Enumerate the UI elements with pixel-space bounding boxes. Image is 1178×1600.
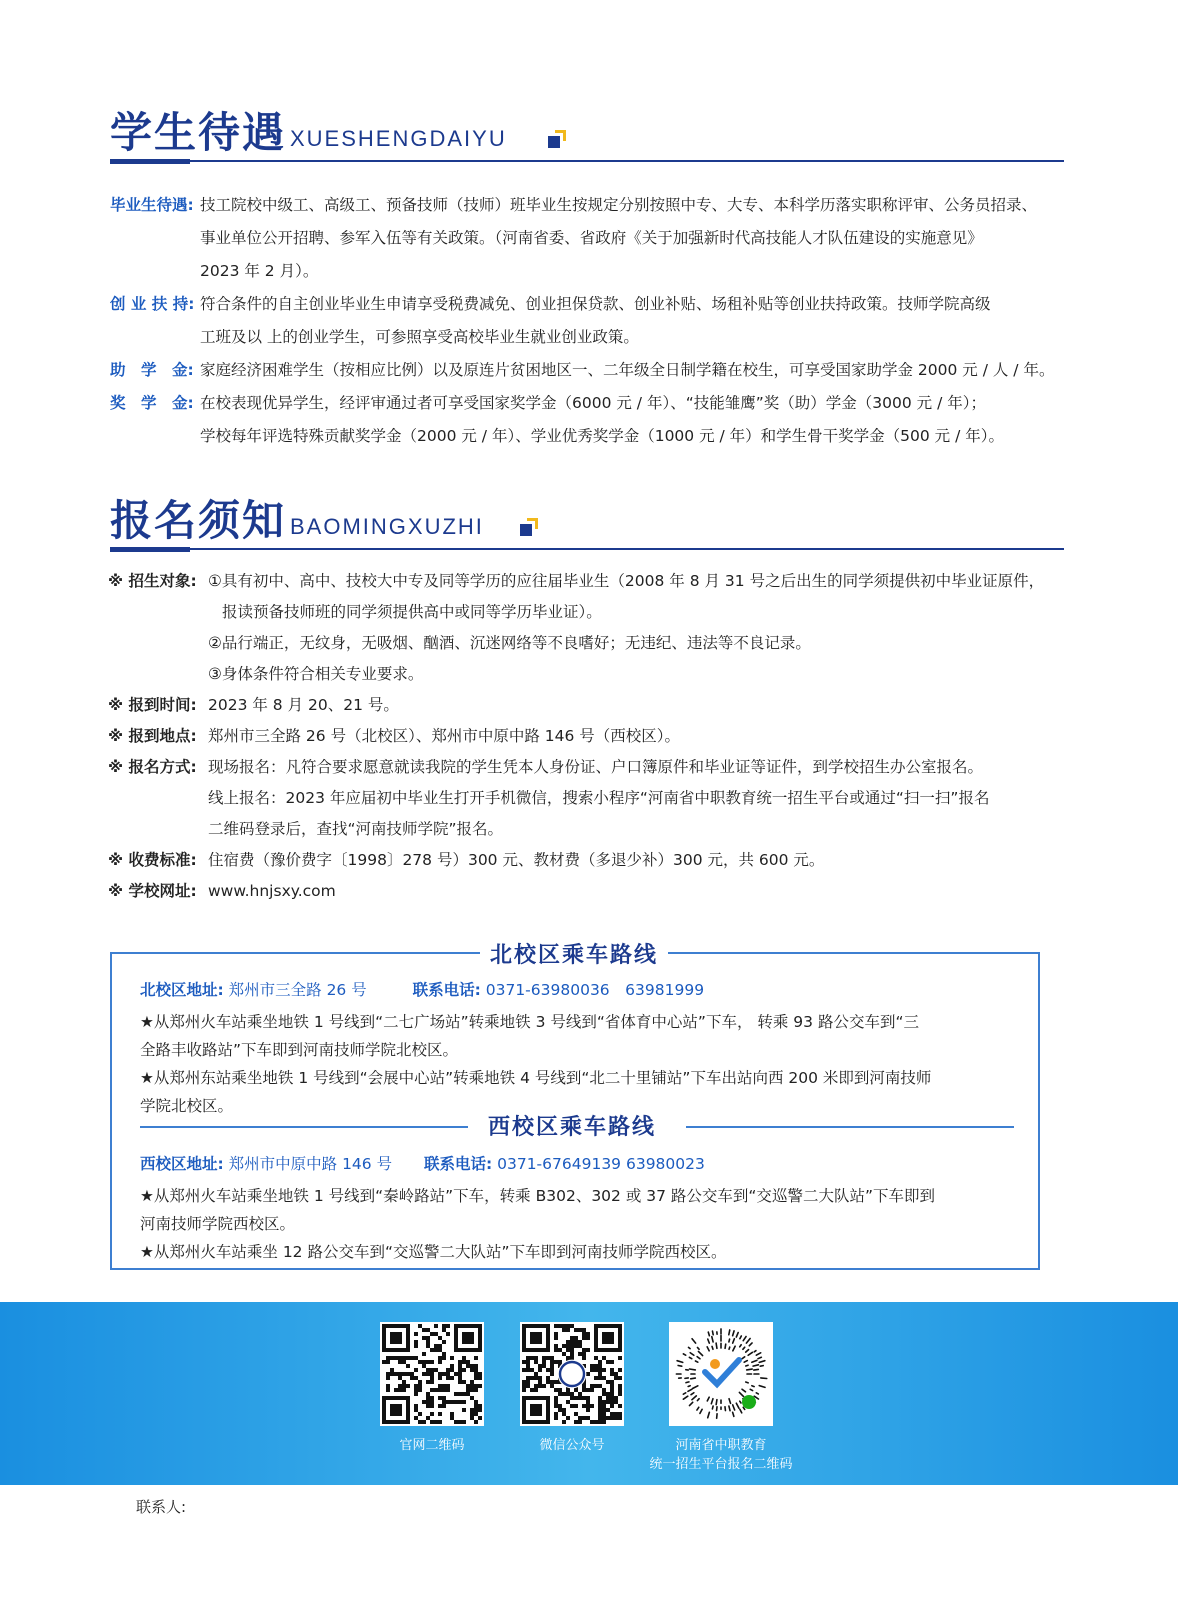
benefit-text: 技工院校中级工、高级工、预备技师（技师）班毕业生按规定分别按照中专、大专、本科学历落实职称评审、公务员招录、: [200, 196, 1038, 214]
benefit-label: 创 业 扶 持:: [110, 295, 195, 313]
registration-text: ③身体条件符合相关专业要求。: [208, 665, 424, 683]
registration-item-method: [108, 752, 1068, 845]
benefit-item-grant: [110, 354, 1070, 387]
registration-title-en: BAOMINGXUZHI: [290, 514, 484, 539]
west-phone-label: 联系电话:: [423, 1155, 493, 1173]
registration-text: 现场报名：凡符合要求愿意就读我院的学生凭本人身份证、户口簿原件和毕业证等证件，到学校招生办公室报名。: [208, 758, 984, 776]
registration-title-zh: 报名须知: [110, 496, 287, 545]
route-text: 全路丰收路站”下车即到河南技师学院北校区。: [140, 1041, 459, 1059]
qr-wechat-account[interactable]: [487, 1322, 657, 1455]
registration-item-time: [108, 690, 1068, 721]
north-address-line: [140, 976, 1020, 1004]
route-divider: [686, 1126, 1014, 1128]
benefit-item-startup: [110, 288, 1070, 354]
west-phone: 0371-67649139 63980023: [497, 1155, 705, 1173]
route-text: 河南技师学院西校区。: [140, 1215, 296, 1233]
north-phone-label: 联系电话:: [412, 981, 481, 999]
benefit-text: 工班及以 上的创业学生，可参照享受高校毕业生就业创业政策。: [200, 328, 639, 346]
school-website-link[interactable]: www.hnjsxy.com: [208, 882, 336, 900]
north-route-title: 北校区乘车路线: [480, 938, 668, 969]
registration-text: 住宿费（豫价费字〔1998〕278 号）300 元、教材费（多退少补）300 元，共 600 元。: [208, 851, 825, 869]
north-phone: 0371-63980036 63981999: [485, 981, 705, 999]
registration-label: ※ 招生对象:: [108, 572, 197, 590]
route-text: ★从郑州火车站乘坐 12 路公交车到“交巡警二大队站”下车即到河南技师学院西校区。: [140, 1243, 727, 1261]
qr-enrollment-platform[interactable]: [636, 1322, 806, 1474]
section-divider: [110, 160, 1064, 162]
title-decoration-icon: [520, 518, 538, 536]
west-route-title: 西校区乘车路线: [482, 1110, 662, 1141]
registration-text: ②品行端正，无纹身，无吸烟、酗酒、沉迷网络等不良嗜好；无违纪、违法等不良记录。: [208, 634, 811, 652]
registration-item-website: [108, 876, 1068, 907]
benefit-text: 学校每年评选特殊贡献奖学金（2000 元 / 年）、学业优秀奖学金（1000 元 / 年）和学生骨干奖学金（500 元 / 年）。: [200, 427, 1004, 445]
west-address: 郑州市中原中路 146 号: [228, 1155, 393, 1173]
registration-item-fees: [108, 845, 1068, 876]
registration-text: 线上报名：2023 年应届初中毕业生打开手机微信，搜索小程序“河南省中职教育统一招生平台或通过“扫一扫”报名: [208, 789, 990, 807]
registration-label: ※ 报名方式:: [108, 758, 197, 776]
benefits-title-en: XUESHENGDAIYU: [290, 126, 507, 151]
benefits-section-header: [110, 100, 1064, 160]
section-divider: [110, 548, 1064, 550]
registration-text: 报读预备技师班的同学须提供高中或同等学历毕业证）。: [222, 603, 602, 621]
north-address: 郑州市三全路 26 号: [228, 981, 367, 999]
registration-text: 2023 年 8 月 20、21 号。: [208, 696, 399, 714]
route-text: ★从郑州火车站乘坐地铁 1 号线到“二七广场站”转乘地铁 3 号线到“省体育中心站”下车， 转乘 93 路公交车到“三: [140, 1013, 919, 1031]
registration-text: ①具有初中、高中、技校大中专及同等学历的应往届毕业生（2008 年 8 月 31 号之后出生的同学须提供初中毕业证原件，: [208, 572, 1045, 590]
qr-code-icon[interactable]: [380, 1322, 484, 1426]
route-text: 学院北校区。: [140, 1097, 234, 1115]
registration-text: 郑州市三全路 26 号（北校区）、郑州市中原中路 146 号（西校区）。: [208, 727, 681, 745]
registration-label: ※ 报到地点:: [108, 727, 197, 745]
registration-label: ※ 学校网址:: [108, 882, 197, 900]
benefit-label: 毕业生待遇:: [110, 196, 194, 214]
registration-label: ※ 报到时间:: [108, 696, 197, 714]
benefit-text: 在校表现优异学生，经评审通过者可享受国家奖学金（6000 元 / 年）、“技能雏鹰”奖（助）学金（3000 元 / 年）；: [200, 394, 986, 412]
benefit-text: 家庭经济困难学生（按相应比例）以及原连片贫困地区一、二年级全日制学籍在校生，可享受国家助学金 2000 元 / 人 / 年。: [200, 361, 1055, 379]
registration-label: ※ 收费标准:: [108, 851, 197, 869]
benefit-text: 2023 年 2 月）。: [200, 262, 319, 280]
route-text: ★从郑州东站乘坐地铁 1 号线到“会展中心站”转乘地铁 4 号线到“北二十里铺站”下车出站向西 200 米即到河南技师: [140, 1069, 932, 1087]
route-divider: [140, 1126, 468, 1128]
mini-program-code-icon[interactable]: [669, 1322, 773, 1426]
benefit-text: 符合条件的自主创业毕业生申请享受税费减免、创业担保贷款、创业补贴、场租补贴等创业扶持政策。技师学院高级: [200, 295, 991, 313]
qr-code-icon[interactable]: [520, 1322, 624, 1426]
benefit-label: 助 学 金:: [110, 361, 194, 379]
registration-text: 二维码登录后，查找“河南技师学院”报名。: [208, 820, 504, 838]
route-text: ★从郑州火车站乘坐地铁 1 号线到“秦岭路站”下车，转乘 B302、302 或 37 路公交车到“交巡警二大队站”下车即到: [140, 1187, 935, 1205]
west-address-line: [140, 1150, 1020, 1178]
benefit-item-graduates: [110, 189, 1070, 288]
benefit-text: 事业单位公开招聘、参军入伍等有关政策。（河南省委、省政府《关于加强新时代高技能人才队伍建设的实施意见》: [200, 229, 983, 247]
north-route-content: [140, 976, 1020, 1120]
west-route-content: [140, 1150, 1020, 1266]
registration-item-target: [108, 566, 1068, 690]
registration-list: [108, 566, 1068, 907]
registration-item-location: [108, 721, 1068, 752]
registration-section-header: [110, 488, 1064, 548]
bus-routes-box: [110, 943, 1040, 1270]
benefit-label: 奖 学 金:: [110, 394, 194, 412]
title-decoration-icon: [548, 130, 566, 148]
qr-caption: 微信公众号: [539, 1438, 605, 1453]
benefits-title-zh: 学生待遇: [110, 108, 287, 157]
qr-caption: 河南省中职教育 统一招生平台报名二维码: [649, 1438, 793, 1472]
contact-person: 联系人:: [136, 1498, 187, 1516]
qr-code-band: [0, 1302, 1178, 1485]
west-address-label: 西校区地址:: [140, 1155, 224, 1173]
benefit-item-scholarship: [110, 387, 1070, 453]
qr-caption: 官网二维码: [399, 1438, 465, 1453]
north-address-label: 北校区地址:: [140, 981, 224, 999]
benefits-list: [110, 189, 1070, 453]
